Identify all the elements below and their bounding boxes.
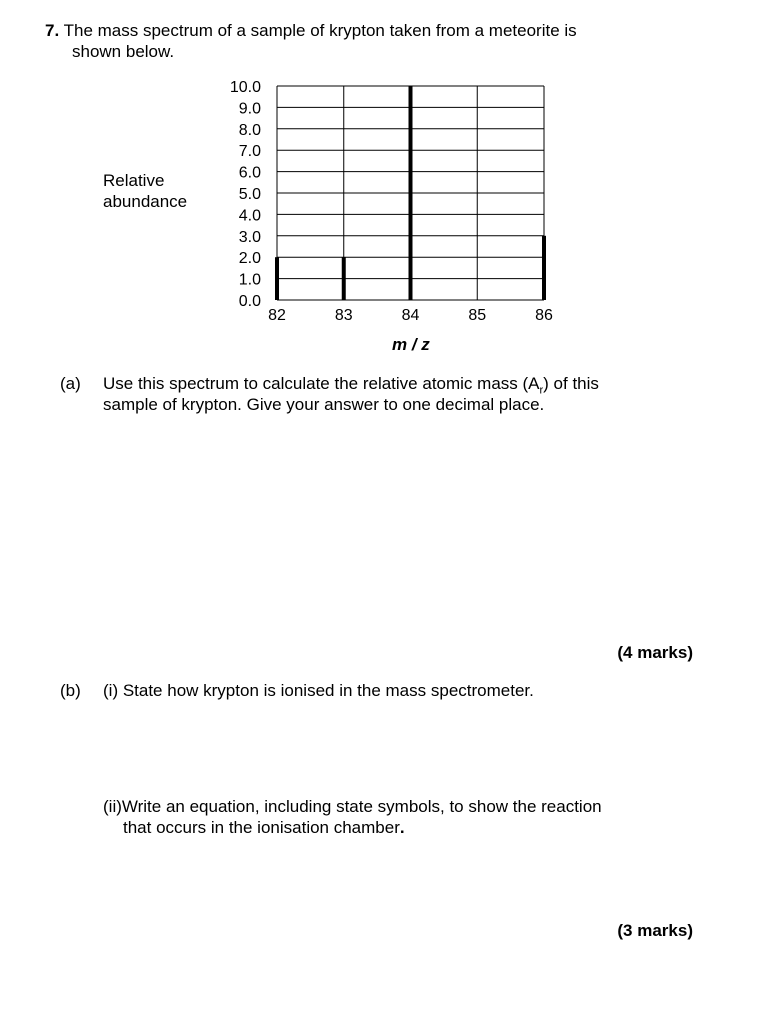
y-tick-label: 6.0 xyxy=(238,164,261,182)
part-b-ii-period: . xyxy=(399,818,405,837)
y-tick-label: 1.0 xyxy=(238,271,261,289)
x-tick-label: 82 xyxy=(268,307,286,324)
x-axis-label: m / z xyxy=(392,335,430,354)
part-a-line1-end: ) of this xyxy=(543,374,599,393)
x-tick-label: 83 xyxy=(334,307,353,324)
y-tick-labels xyxy=(230,79,261,310)
part-a-line2: sample of krypton. Give your answer to one decimal place. xyxy=(103,395,545,414)
y-tick-label: 9.0 xyxy=(238,100,261,118)
x-tick-label: 84 xyxy=(401,307,420,324)
part-b-ii-line2 xyxy=(123,817,405,838)
question-intro-text1: The mass spectrum of a sample of krypton taken from a meteorite is xyxy=(63,21,577,40)
y-tick-label: 5.0 xyxy=(238,186,261,203)
part-a-line1-text: Use this spectrum to calculate the relative atomic mass (A xyxy=(103,374,540,393)
part-b-ii-line2-text: that occurs in the ionisation chamber xyxy=(123,818,400,837)
question-intro-line2: shown below. xyxy=(72,42,175,61)
x-tick-label: 86 xyxy=(535,307,553,324)
part-b-marks: (3 marks) xyxy=(617,921,693,940)
y-tick-label: 8.0 xyxy=(238,121,261,139)
spectrum-bar xyxy=(342,257,346,300)
question-number: 7. xyxy=(45,21,60,40)
spectrum-bar xyxy=(409,86,413,300)
y-tick-label: 10.0 xyxy=(229,79,261,96)
y-tick-label: 7.0 xyxy=(238,143,261,161)
y-axis-label-line1: Relative xyxy=(103,171,165,190)
part-a-marks: (4 marks) xyxy=(617,643,693,662)
y-tick-label: 2.0 xyxy=(238,250,261,268)
y-axis-label-line2: abundance xyxy=(103,192,188,211)
x-tick-labels xyxy=(268,307,553,324)
part-b-label: (b) xyxy=(60,681,81,700)
x-tick-label: 85 xyxy=(468,307,487,324)
y-tick-label: 3.0 xyxy=(238,228,261,246)
part-b-i-text: (i) State how krypton is ionised in the mass spectrometer. xyxy=(103,681,534,700)
y-tick-label: 4.0 xyxy=(238,207,261,225)
spectrum-bar xyxy=(275,257,279,300)
y-tick-label: 0.0 xyxy=(238,293,261,310)
spectrum-bar xyxy=(542,236,546,300)
y-axis-label xyxy=(103,170,187,212)
part-b-ii-line1: (ii)Write an equation, including state symbols, to show the reaction xyxy=(103,797,602,816)
part-a-subscript: r xyxy=(539,384,544,397)
part-a-label: (a) xyxy=(60,374,81,393)
